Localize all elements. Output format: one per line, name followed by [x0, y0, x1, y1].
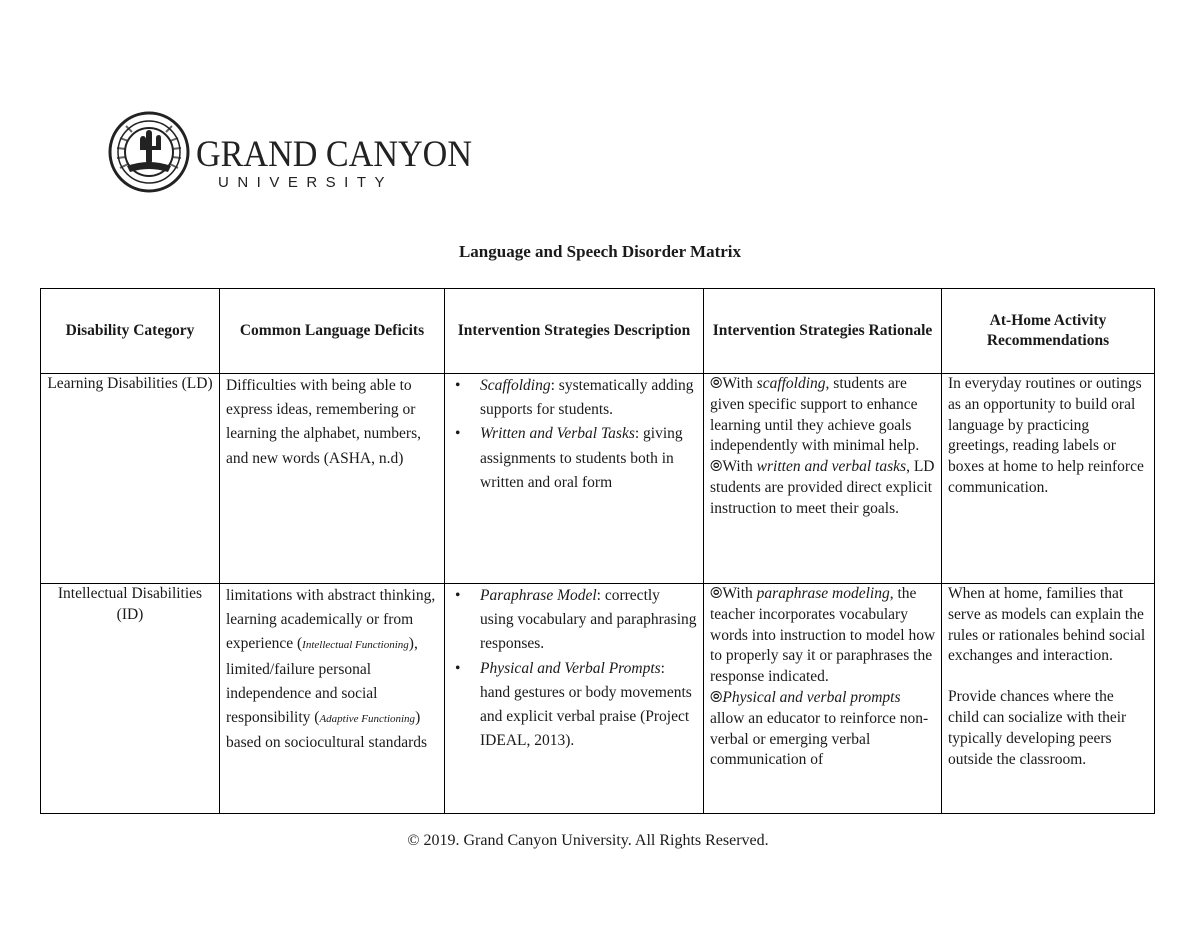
strategy-item [451, 422, 697, 495]
strategy-text: : giving assignments to students both in written and oral form [480, 425, 683, 491]
strategy-item [451, 657, 697, 754]
rationale-cell [704, 584, 942, 814]
table-row [41, 584, 1155, 814]
header-common-deficits: Common Language Deficits [220, 289, 445, 374]
strategy-item [451, 584, 697, 657]
rationale-term: paraphrase modeling [756, 585, 890, 602]
strategy-text: : correctly using vocabulary and paraphrasing responses. [480, 587, 697, 653]
strategies-cell [445, 584, 704, 814]
strategy-term: Scaffolding [480, 377, 551, 394]
copyright-footer: © 2019. Grand Canyon University. All Rights Reserved. [407, 832, 769, 849]
deficits-text: ) based on sociocultural standards [226, 709, 428, 752]
deficits-term: Intellectual Functioning [302, 639, 409, 652]
rationale-text: , students are given specific support to enhance learning until they achieve goals independently with minimal help. [710, 375, 920, 455]
header-home-activity: At-Home Activity Recommendations [942, 289, 1155, 374]
rationale-marker: ⦾With [710, 585, 757, 602]
header-strategies-rationale: Intervention Strategies Rationale [704, 289, 942, 374]
rationale-marker: ⦾ [710, 688, 723, 706]
home-activity-cell [942, 584, 1155, 814]
rationale-term: written and verbal tasks [756, 458, 907, 476]
strategy-text: : systematically adding supports for students. [480, 377, 694, 419]
strategy-item [451, 374, 697, 422]
category-cell: Learning Disabilities (LD) [41, 374, 220, 584]
rationale-term: Physical and verbal prompts [722, 688, 901, 706]
rationale-item [710, 457, 937, 519]
rationale-text: allow an educator to reinforce non-verbal or emerging verbal communication of [710, 709, 929, 769]
strategy-term: Written and Verbal Tasks [480, 425, 635, 443]
rationale-term: scaffolding [756, 375, 826, 392]
rationale-cell [704, 374, 942, 584]
logo-subword: UNIVERSITY [218, 174, 394, 191]
strategy-text: : hand gestures or body movements and explicit verbal praise (Project IDEAL, 2013). [480, 659, 692, 750]
category-cell: Intellectual Disabilities (ID) [41, 584, 220, 814]
university-seal-icon [110, 113, 188, 191]
rationale-item [710, 584, 937, 688]
home-activity-cell [942, 374, 1155, 584]
strategy-term: Physical and Verbal Prompts [480, 659, 661, 677]
document-title: Language and Speech Disorder Matrix [458, 242, 742, 261]
rationale-marker: ⦾With [710, 458, 757, 476]
header-strategies-description: Intervention Strategies Description [445, 289, 704, 374]
deficits-text: ), limited/failure personal independence and social responsibility ( [226, 635, 418, 727]
header-disability-category: Disability Category [41, 289, 220, 374]
rationale-text: , the teacher incorporates vocabulary words into instruction to model how to properly say it or paraphrases the response indicated. [710, 585, 936, 686]
paragraph-gap [948, 667, 1148, 687]
rationale-item [710, 374, 937, 457]
logo-wordmark: GRAND CANYON [196, 134, 472, 175]
strategy-term: Paraphrase Model [480, 587, 597, 604]
home-activity-text: In everyday routines or outings as an opportunity to build oral language by practicing greetings, reading labels or boxes at home to help reinforce communication. [948, 375, 1144, 496]
home-activity-text: Provide chances where the child can socialize with their typically developing peers outside the classroom. [948, 688, 1127, 768]
deficits-cell: Difficulties with being able to express ideas, remembering or learning the alphabet, numbers, and new words (ASHA, n.d) [220, 374, 445, 584]
deficits-cell [220, 584, 445, 814]
table-header-row [41, 289, 1155, 374]
home-activity-text: When at home, families that serve as models can explain the rules or rationales behind social exchanges and interaction. [948, 585, 1146, 665]
rationale-item [710, 688, 937, 771]
table-row [41, 374, 1155, 584]
gcu-logo [108, 108, 480, 198]
deficits-text: limitations with abstract thinking, learning academically or from experience ( [226, 587, 436, 653]
rationale-marker: ⦾With [710, 375, 757, 392]
strategies-cell [445, 374, 704, 584]
deficits-term: Adaptive Functioning [319, 713, 416, 726]
rationale-text: , LD students are provided direct explicit instruction to meet their goals. [710, 458, 935, 517]
disorder-matrix-table [40, 288, 1155, 814]
